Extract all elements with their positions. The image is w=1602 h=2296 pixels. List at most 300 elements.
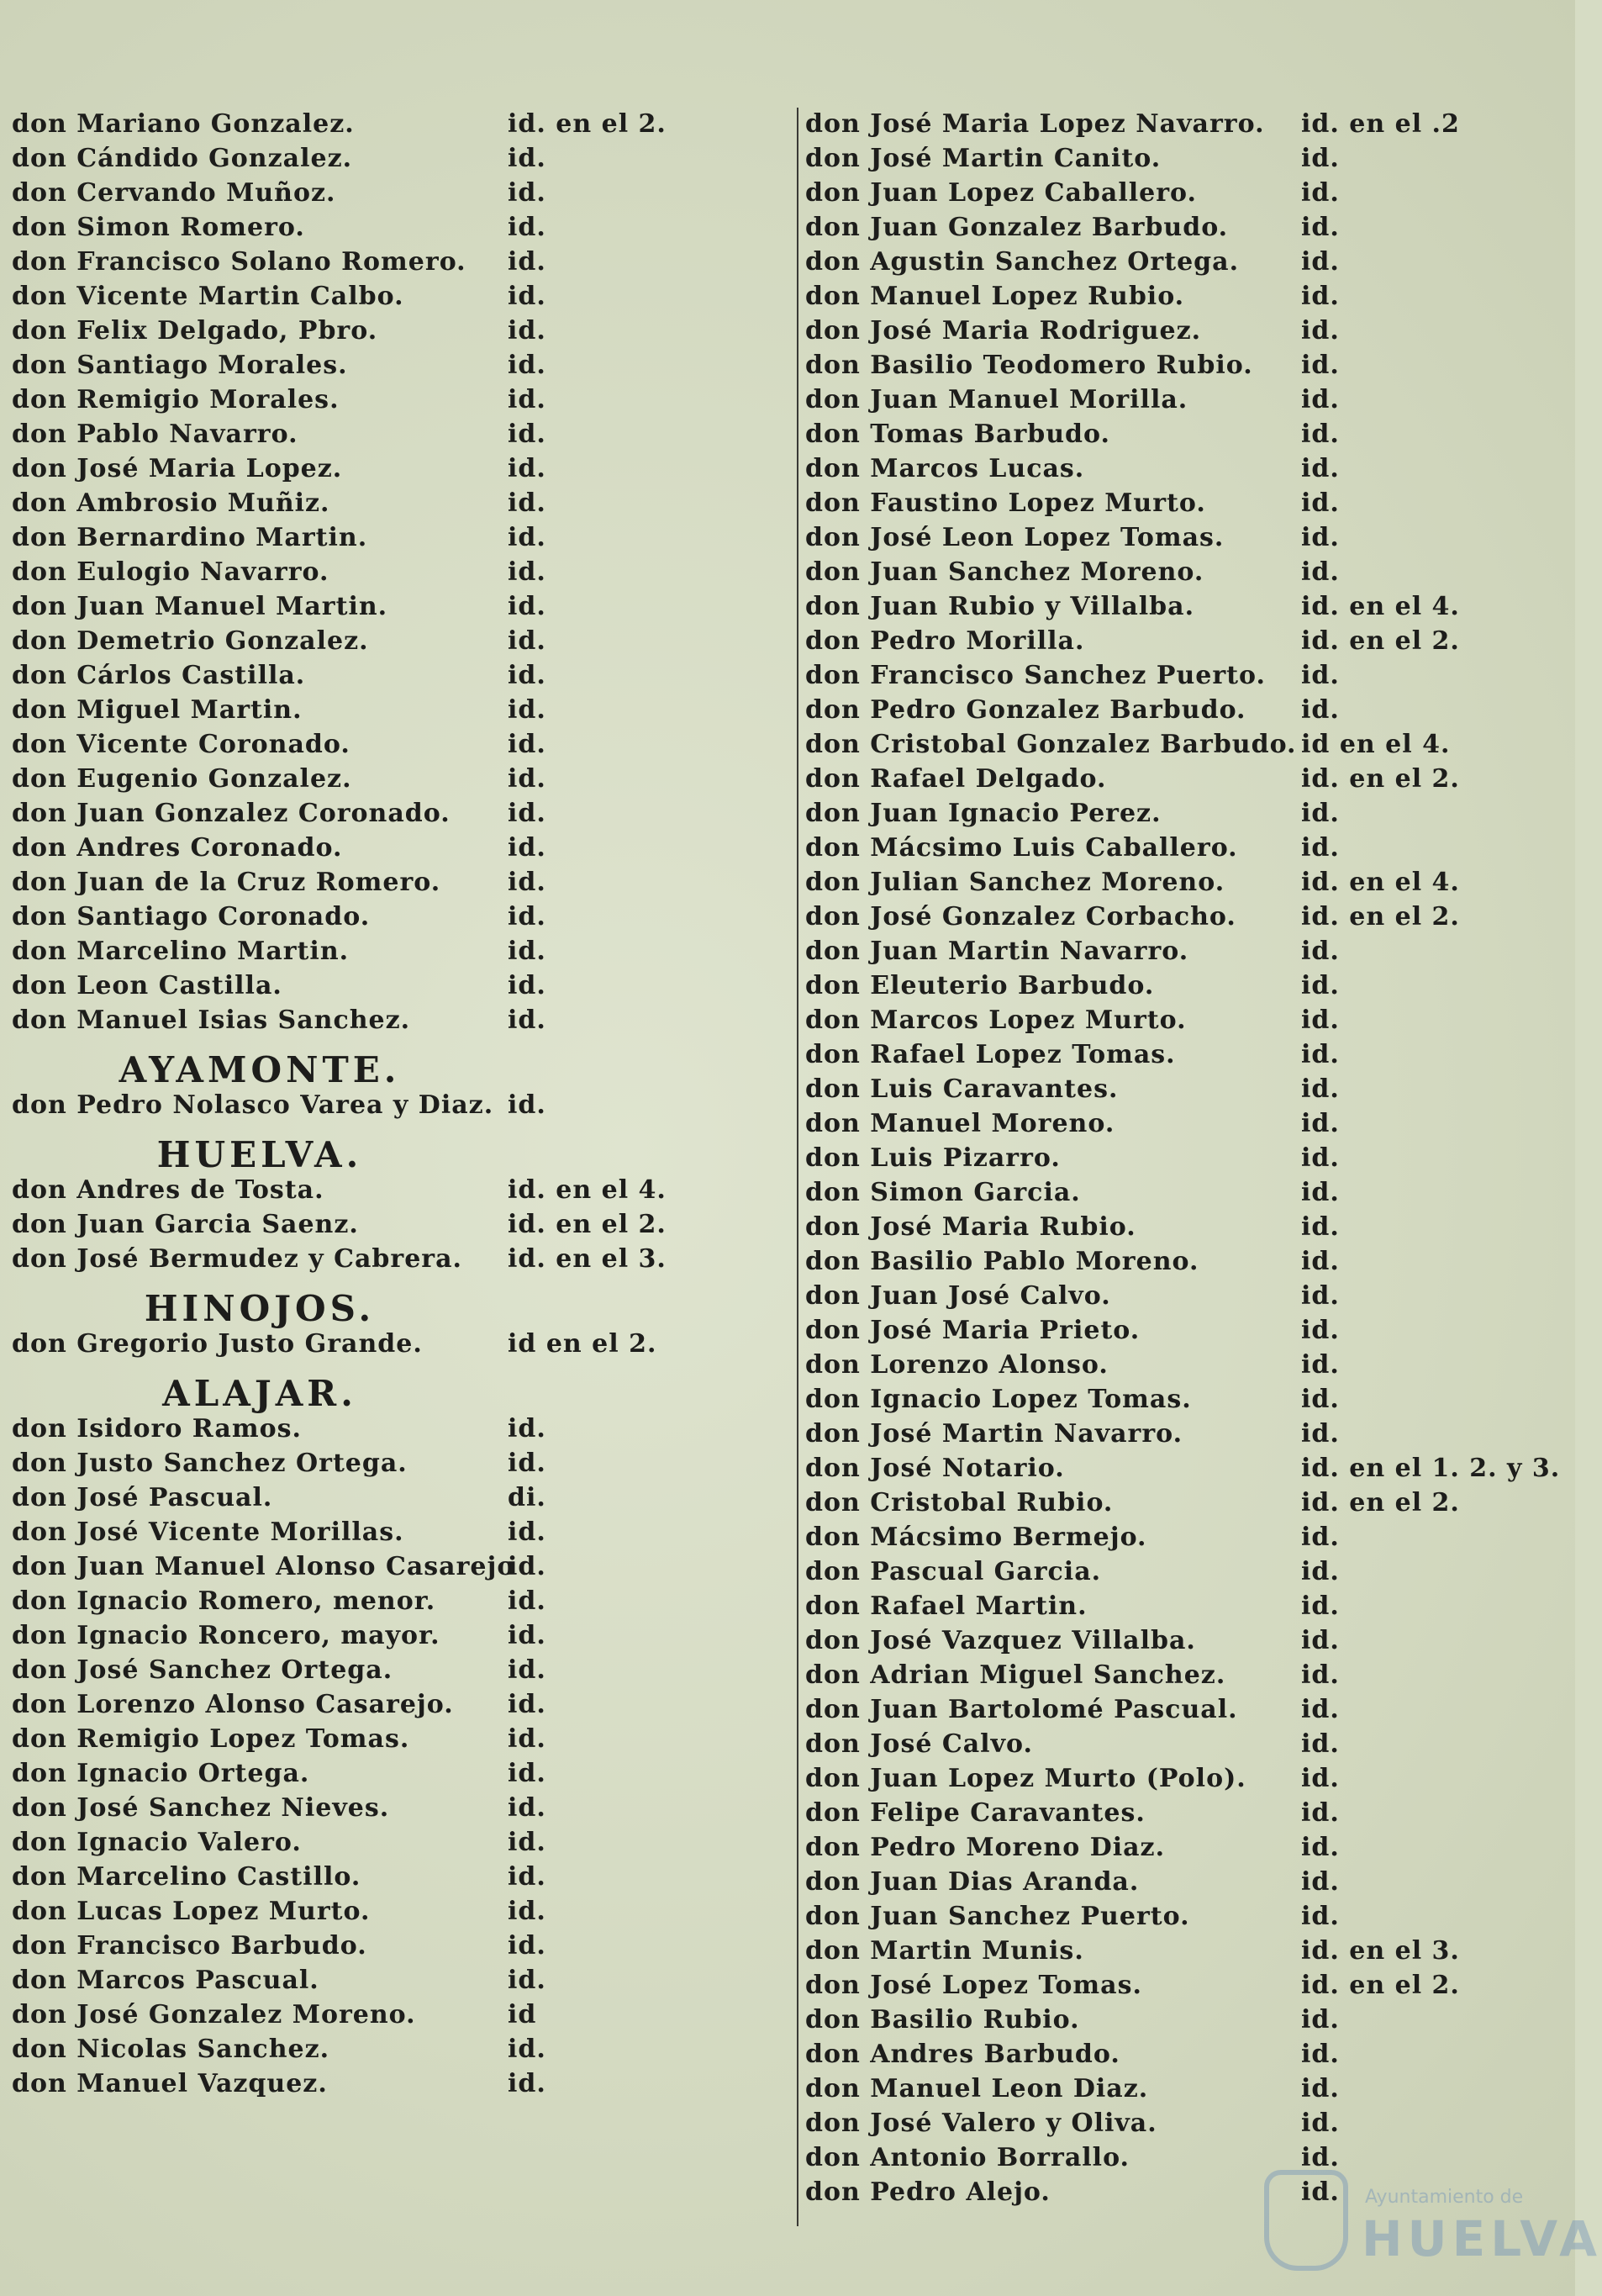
list-item <box>805 868 1562 902</box>
person-name: don Juan Lopez Murto (Polo). <box>805 1764 1246 1793</box>
list-item <box>12 1862 785 1897</box>
list-item <box>805 1488 1562 1523</box>
list-item <box>805 2109 1562 2143</box>
person-name: don Pedro Alejo. <box>805 2177 1051 2207</box>
id-note: id. en el 2. <box>1301 764 1460 794</box>
list-item <box>12 1655 785 1690</box>
list-item <box>805 1971 1562 2005</box>
id-note: id. <box>1301 316 1340 346</box>
id-note: id. <box>1301 1074 1340 1104</box>
person-name: don Francisco Sanchez Puerto. <box>805 661 1266 690</box>
id-note: id. <box>1301 420 1340 449</box>
person-name: don Mácsimo Bermejo. <box>805 1523 1147 1552</box>
person-name: don José Lopez Tomas. <box>805 1971 1142 2000</box>
person-name: don Agustin Sanchez Ortega. <box>805 247 1240 277</box>
person-name: don Remigio Lopez Tomas. <box>12 1724 410 1754</box>
id-note: id. <box>1301 557 1340 587</box>
id-note: id. <box>508 1966 546 1995</box>
person-name: don José Gonzalez Moreno. <box>12 2000 416 2029</box>
list-item <box>805 1833 1562 1867</box>
list-item <box>12 109 785 144</box>
person-name: don José Maria Rubio. <box>805 1212 1136 1242</box>
list-item <box>805 1074 1562 1109</box>
list-item <box>12 799 785 833</box>
list-item <box>805 1281 1562 1316</box>
list-item <box>12 626 785 661</box>
list-item <box>805 1695 1562 1729</box>
person-name: don José Maria Rodriguez. <box>805 316 1202 346</box>
person-name: don Juan Sanchez Moreno. <box>805 557 1204 587</box>
id-note: id. <box>508 1862 546 1892</box>
id-note: id. <box>1301 144 1340 173</box>
person-name: don Tomas Barbudo. <box>805 420 1110 449</box>
list-item <box>12 902 785 937</box>
list-item <box>12 661 785 695</box>
person-name: don Vicente Martin Calbo. <box>12 282 404 311</box>
list-item <box>12 1090 785 1125</box>
person-name: don Marcos Lopez Murto. <box>805 1005 1187 1035</box>
list-item <box>12 1483 785 1517</box>
person-name: don Juan Martin Navarro. <box>805 937 1189 966</box>
list-item <box>12 971 785 1005</box>
person-name: don Felipe Caravantes. <box>805 1798 1146 1828</box>
id-note: id. <box>1301 1212 1340 1242</box>
list-item <box>12 1414 785 1449</box>
list-item <box>12 247 785 282</box>
id-note: id. en el 3. <box>1301 1936 1460 1966</box>
list-item <box>805 1247 1562 1281</box>
list-item <box>12 592 785 626</box>
list-item <box>805 695 1562 730</box>
id-note: id. <box>508 282 546 311</box>
id-note: id. <box>1301 1902 1340 1931</box>
list-item <box>805 282 1562 316</box>
list-item <box>12 1586 785 1621</box>
person-name: don Marcos Lucas. <box>805 454 1085 483</box>
list-item <box>12 316 785 351</box>
id-note: id. en el 4. <box>1301 592 1460 621</box>
list-item <box>12 1005 785 1040</box>
id-note: id. <box>508 316 546 346</box>
id-note: id. <box>1301 1109 1340 1138</box>
id-note: id. <box>508 868 546 897</box>
person-name: don Pascual Garcia. <box>805 1557 1102 1586</box>
person-name: don Basilio Pablo Moreno. <box>805 1247 1199 1276</box>
id-note: id. <box>508 1621 546 1650</box>
list-item <box>805 351 1562 385</box>
section-heading: ALAJAR. <box>162 1373 357 1414</box>
id-note: id. <box>1301 1178 1340 1207</box>
person-name: don Juan Bartolomé Pascual. <box>805 1695 1238 1724</box>
list-item <box>12 1449 785 1483</box>
list-item <box>805 1212 1562 1247</box>
list-item <box>805 316 1562 351</box>
person-name: don José Valero y Oliva. <box>805 2109 1157 2138</box>
person-name: don Remigio Morales. <box>12 385 340 414</box>
id-note: id. <box>1301 2040 1340 2069</box>
person-name: don José Sanchez Nieves. <box>12 1793 390 1823</box>
id-note: id. <box>508 178 546 208</box>
list-item <box>12 454 785 488</box>
list-item <box>805 833 1562 868</box>
list-item <box>805 2074 1562 2109</box>
id-note: id. en el 4. <box>1301 868 1460 897</box>
watermark-small-text: Ayuntamiento de <box>1365 2187 1524 2208</box>
list-item <box>12 1552 785 1586</box>
person-name: don José Calvo. <box>805 1729 1033 1759</box>
id-note: id. <box>1301 1419 1340 1449</box>
id-note: id. <box>508 385 546 414</box>
id-note: id. <box>508 2069 546 2098</box>
person-name: don Pedro Moreno Diaz. <box>805 1833 1166 1862</box>
id-note: id. <box>508 1586 546 1616</box>
id-note: id. <box>1301 1005 1340 1035</box>
person-name: don Ignacio Roncero, mayor. <box>12 1621 440 1650</box>
section-heading: HUELVA. <box>156 1134 363 1175</box>
list-item <box>805 1936 1562 1971</box>
person-name: don José Maria Prieto. <box>805 1316 1141 1345</box>
shield-icon <box>1264 2170 1348 2271</box>
id-note: id. <box>1301 2109 1340 2138</box>
id-note: id. <box>508 1655 546 1685</box>
id-note: id. en el 2. <box>508 1210 667 1239</box>
list-item <box>12 730 785 764</box>
id-note: id. <box>1301 1695 1340 1724</box>
id-note: id. <box>1301 1557 1340 1586</box>
id-note: id. <box>1301 1867 1340 1897</box>
list-item <box>12 1931 785 1966</box>
list-item <box>805 2005 1562 2040</box>
person-name: don José Bermudez y Cabrera. <box>12 1244 462 1274</box>
id-note: id. <box>1301 1040 1340 1069</box>
person-name: don Santiago Morales. <box>12 351 348 380</box>
id-note: id. <box>1301 1798 1340 1828</box>
id-note: id. <box>1301 1247 1340 1276</box>
person-name: don Lorenzo Alonso Casarejo. <box>12 1690 454 1719</box>
person-name: don José Gonzalez Corbacho. <box>805 902 1236 932</box>
person-name: don Manuel Isias Sanchez. <box>12 1005 411 1035</box>
id-note: id. <box>1301 282 1340 311</box>
person-name: don Cervando Muñoz. <box>12 178 336 208</box>
id-note: id. <box>1301 1281 1340 1311</box>
id-note: id. <box>508 523 546 552</box>
list-item <box>12 2069 785 2103</box>
id-note: id. <box>508 1449 546 1478</box>
person-name: don Bernardino Martin. <box>12 523 368 552</box>
id-note: id. en el 2. <box>1301 626 1460 656</box>
id-note: id. <box>508 557 546 587</box>
right-column <box>805 109 1562 2212</box>
person-name: don Juan Gonzalez Barbudo. <box>805 213 1229 242</box>
person-name: don Mariano Gonzalez. <box>12 109 355 139</box>
id-note: id. en el 3. <box>508 1244 667 1274</box>
person-name: don José Notario. <box>805 1454 1065 1483</box>
person-name: don Cristobal Gonzalez Barbudo. <box>805 730 1297 759</box>
person-name: don Simon Garcia. <box>805 1178 1081 1207</box>
person-name: don Demetrio Gonzalez. <box>12 626 369 656</box>
list-item <box>12 523 785 557</box>
person-name: don Ignacio Valero. <box>12 1828 302 1857</box>
list-item <box>805 1764 1562 1798</box>
person-name: don Juan Manuel Morilla. <box>805 385 1188 414</box>
id-note: id. en el 2. <box>1301 902 1460 932</box>
id-note: id. en el 2. <box>508 109 667 139</box>
person-name: don Juan Manuel Alonso Casarejo <box>12 1552 515 1581</box>
list-item <box>805 144 1562 178</box>
person-name: don Manuel Leon Diaz. <box>805 2074 1149 2103</box>
id-note: id. <box>1301 1143 1340 1173</box>
person-name: don Ignacio Ortega. <box>12 1759 310 1788</box>
list-item <box>805 2040 1562 2074</box>
person-name: don Manuel Lopez Rubio. <box>805 282 1185 311</box>
person-name: don Cristobal Rubio. <box>805 1488 1114 1517</box>
person-name: don Antonio Borrallo. <box>805 2143 1130 2172</box>
person-name: don Basilio Teodomero Rubio. <box>805 351 1253 380</box>
list-item <box>12 1759 785 1793</box>
list-item <box>805 488 1562 523</box>
list-item <box>805 178 1562 213</box>
person-name: don Juan Dias Aranda. <box>805 1867 1140 1897</box>
id-note: id. <box>508 799 546 828</box>
person-name: don Basilio Rubio. <box>805 2005 1080 2035</box>
list-item <box>805 1902 1562 1936</box>
list-item <box>805 385 1562 420</box>
section-heading: HINOJOS. <box>144 1288 376 1329</box>
id-note: id. <box>1301 488 1340 518</box>
person-name: don Eugenio Gonzalez. <box>12 764 352 794</box>
list-item <box>12 488 785 523</box>
person-name: don Felix Delgado, Pbro. <box>12 316 378 346</box>
list-item <box>805 1591 1562 1626</box>
id-note: id. <box>508 971 546 1000</box>
person-name: don Rafael Lopez Tomas. <box>805 1040 1176 1069</box>
id-note: id. en el .2 <box>1301 109 1460 139</box>
id-note: id. <box>1301 2143 1340 2172</box>
list-item <box>805 1143 1562 1178</box>
id-note: id. <box>508 1690 546 1719</box>
person-name: don Lucas Lopez Murto. <box>12 1897 371 1926</box>
person-name: don Andres Coronado. <box>12 833 343 863</box>
list-item <box>805 420 1562 454</box>
list-item <box>12 282 785 316</box>
person-name: don Juan Rubio y Villalba. <box>805 592 1195 621</box>
person-name: don Juan de la Cruz Romero. <box>12 868 441 897</box>
person-name: don José Vicente Morillas. <box>12 1517 404 1547</box>
id-note: id. <box>508 1414 546 1444</box>
person-name: don Rafael Delgado. <box>805 764 1107 794</box>
list-item <box>12 1175 785 1210</box>
person-name: don Juan José Calvo. <box>805 1281 1111 1311</box>
person-name: don Faustino Lopez Murto. <box>805 488 1206 518</box>
id-note: id. <box>508 1724 546 1754</box>
id-note: id. en el 1. 2. y 3. <box>1301 1454 1561 1483</box>
person-name: don Julian Sanchez Moreno. <box>805 868 1225 897</box>
list-item <box>805 661 1562 695</box>
id-note: id. <box>508 626 546 656</box>
person-name: don Pedro Gonzalez Barbudo. <box>805 695 1246 725</box>
person-name: don Gregorio Justo Grande. <box>12 1329 423 1359</box>
person-name: don Isidoro Ramos. <box>12 1414 302 1444</box>
id-note: id. <box>1301 661 1340 690</box>
list-item <box>805 523 1562 557</box>
id-note: id. <box>1301 1523 1340 1552</box>
id-note: id. <box>508 2035 546 2064</box>
list-item <box>805 1798 1562 1833</box>
id-note: id. <box>508 488 546 518</box>
id-note: id. <box>1301 213 1340 242</box>
id-note: id. <box>508 1090 546 1120</box>
list-item <box>805 109 1562 144</box>
id-note: id. <box>1301 2177 1340 2207</box>
person-name: don Cándido Gonzalez. <box>12 144 353 173</box>
person-name: don José Maria Lopez Navarro. <box>805 109 1265 139</box>
person-name: don Martin Munis. <box>805 1936 1084 1966</box>
list-item <box>12 833 785 868</box>
person-name: don Cárlos Castilla. <box>12 661 306 690</box>
list-item <box>12 385 785 420</box>
person-name: don Ignacio Lopez Tomas. <box>805 1385 1192 1414</box>
id-note: id. en el 2. <box>1301 1971 1460 2000</box>
watermark-logo <box>1264 2170 1602 2271</box>
person-name: don José Sanchez Ortega. <box>12 1655 393 1685</box>
id-note: id. <box>508 213 546 242</box>
list-item <box>805 1626 1562 1660</box>
person-name: don Juan Sanchez Puerto. <box>805 1902 1190 1931</box>
list-item <box>12 1793 785 1828</box>
id-note: id. <box>508 1828 546 1857</box>
person-name: don José Martin Canito. <box>805 144 1162 173</box>
person-name: don Manuel Moreno. <box>805 1109 1115 1138</box>
id-note: id. <box>508 144 546 173</box>
person-name: don Andres de Tosta. <box>12 1175 324 1205</box>
list-item <box>805 1557 1562 1591</box>
person-name: don Nicolas Sanchez. <box>12 2035 330 2064</box>
list-item <box>12 1828 785 1862</box>
list-item <box>805 1660 1562 1695</box>
person-name: don Manuel Vazquez. <box>12 2069 328 2098</box>
list-item <box>805 247 1562 282</box>
list-item <box>805 1419 1562 1454</box>
list-item <box>805 557 1562 592</box>
id-note: id. <box>1301 971 1340 1000</box>
person-name: don Francisco Solano Romero. <box>12 247 466 277</box>
person-name: don Leon Castilla. <box>12 971 282 1000</box>
id-note: id. <box>1301 2074 1340 2103</box>
list-item <box>12 1210 785 1244</box>
person-name: don Luis Pizarro. <box>805 1143 1061 1173</box>
id-note: id. <box>508 764 546 794</box>
id-note: id. <box>508 1517 546 1547</box>
person-name: don Francisco Barbudo. <box>12 1931 367 1961</box>
person-name: don Eulogio Navarro. <box>12 557 329 587</box>
id-note: id. <box>508 695 546 725</box>
list-item <box>805 1178 1562 1212</box>
person-name: don Vicente Coronado. <box>12 730 350 759</box>
list-item <box>12 1329 785 1364</box>
list-item <box>12 764 785 799</box>
list-item <box>12 1724 785 1759</box>
list-item <box>805 1385 1562 1419</box>
list-item <box>12 557 785 592</box>
list-item <box>805 1729 1562 1764</box>
list-item <box>12 144 785 178</box>
id-note: id. <box>1301 351 1340 380</box>
id-note: id. <box>1301 523 1340 552</box>
id-note: id. <box>1301 1385 1340 1414</box>
id-note: id. <box>1301 833 1340 863</box>
person-name: don Luis Caravantes. <box>805 1074 1119 1104</box>
person-name: don Simon Romero. <box>12 213 305 242</box>
list-item <box>12 1517 785 1552</box>
id-note: id. en el 2. <box>1301 1488 1460 1517</box>
list-item <box>12 420 785 454</box>
list-item <box>805 764 1562 799</box>
id-note: id. <box>1301 799 1340 828</box>
list-item <box>12 1621 785 1655</box>
list-item <box>805 626 1562 661</box>
list-item <box>805 592 1562 626</box>
list-item <box>12 351 785 385</box>
person-name: don Marcelino Martin. <box>12 937 350 966</box>
id-note: id en el 4. <box>1301 730 1451 759</box>
list-item <box>12 1966 785 2000</box>
person-name: don Juan Lopez Caballero. <box>805 178 1197 208</box>
id-note: id. <box>1301 1729 1340 1759</box>
left-column <box>12 109 785 2103</box>
person-name: don Ambrosio Muñiz. <box>12 488 330 518</box>
person-name: don Juan Garcia Saenz. <box>12 1210 359 1239</box>
list-item <box>805 1867 1562 1902</box>
id-note: id. <box>1301 247 1340 277</box>
person-name: don Juan Gonzalez Coronado. <box>12 799 451 828</box>
id-note: id en el 2. <box>508 1329 657 1359</box>
list-item <box>805 1109 1562 1143</box>
id-note: id. <box>508 351 546 380</box>
list-item <box>12 213 785 247</box>
person-name: don José Maria Lopez. <box>12 454 343 483</box>
list-item <box>805 454 1562 488</box>
column-divider <box>797 108 798 2226</box>
id-note: id. <box>508 1552 546 1581</box>
section-heading: AYAMONTE. <box>119 1049 401 1090</box>
list-item <box>12 1897 785 1931</box>
person-name: don Juan Manuel Martin. <box>12 592 388 621</box>
person-name: don José Martin Navarro. <box>805 1419 1183 1449</box>
id-note: id. <box>1301 1626 1340 1655</box>
list-item <box>12 868 785 902</box>
person-name: don Pablo Navarro. <box>12 420 298 449</box>
list-item <box>805 1454 1562 1488</box>
id-note: id. <box>508 454 546 483</box>
list-item <box>805 1523 1562 1557</box>
id-note: id. <box>1301 385 1340 414</box>
list-item <box>805 1005 1562 1040</box>
list-item <box>805 971 1562 1005</box>
id-note: id. <box>508 833 546 863</box>
list-item <box>12 937 785 971</box>
id-note: id. <box>508 1931 546 1961</box>
id-note: id. <box>508 730 546 759</box>
person-name: don Juan Ignacio Perez. <box>805 799 1162 828</box>
list-item <box>805 937 1562 971</box>
person-name: don José Vazquez Villalba. <box>805 1626 1196 1655</box>
id-note: id. <box>508 1005 546 1035</box>
person-name: don Marcos Pascual. <box>12 1966 319 1995</box>
id-note: id. <box>1301 1350 1340 1380</box>
list-item <box>805 1350 1562 1385</box>
person-name: don Miguel Martin. <box>12 695 303 725</box>
id-note: id. <box>1301 937 1340 966</box>
